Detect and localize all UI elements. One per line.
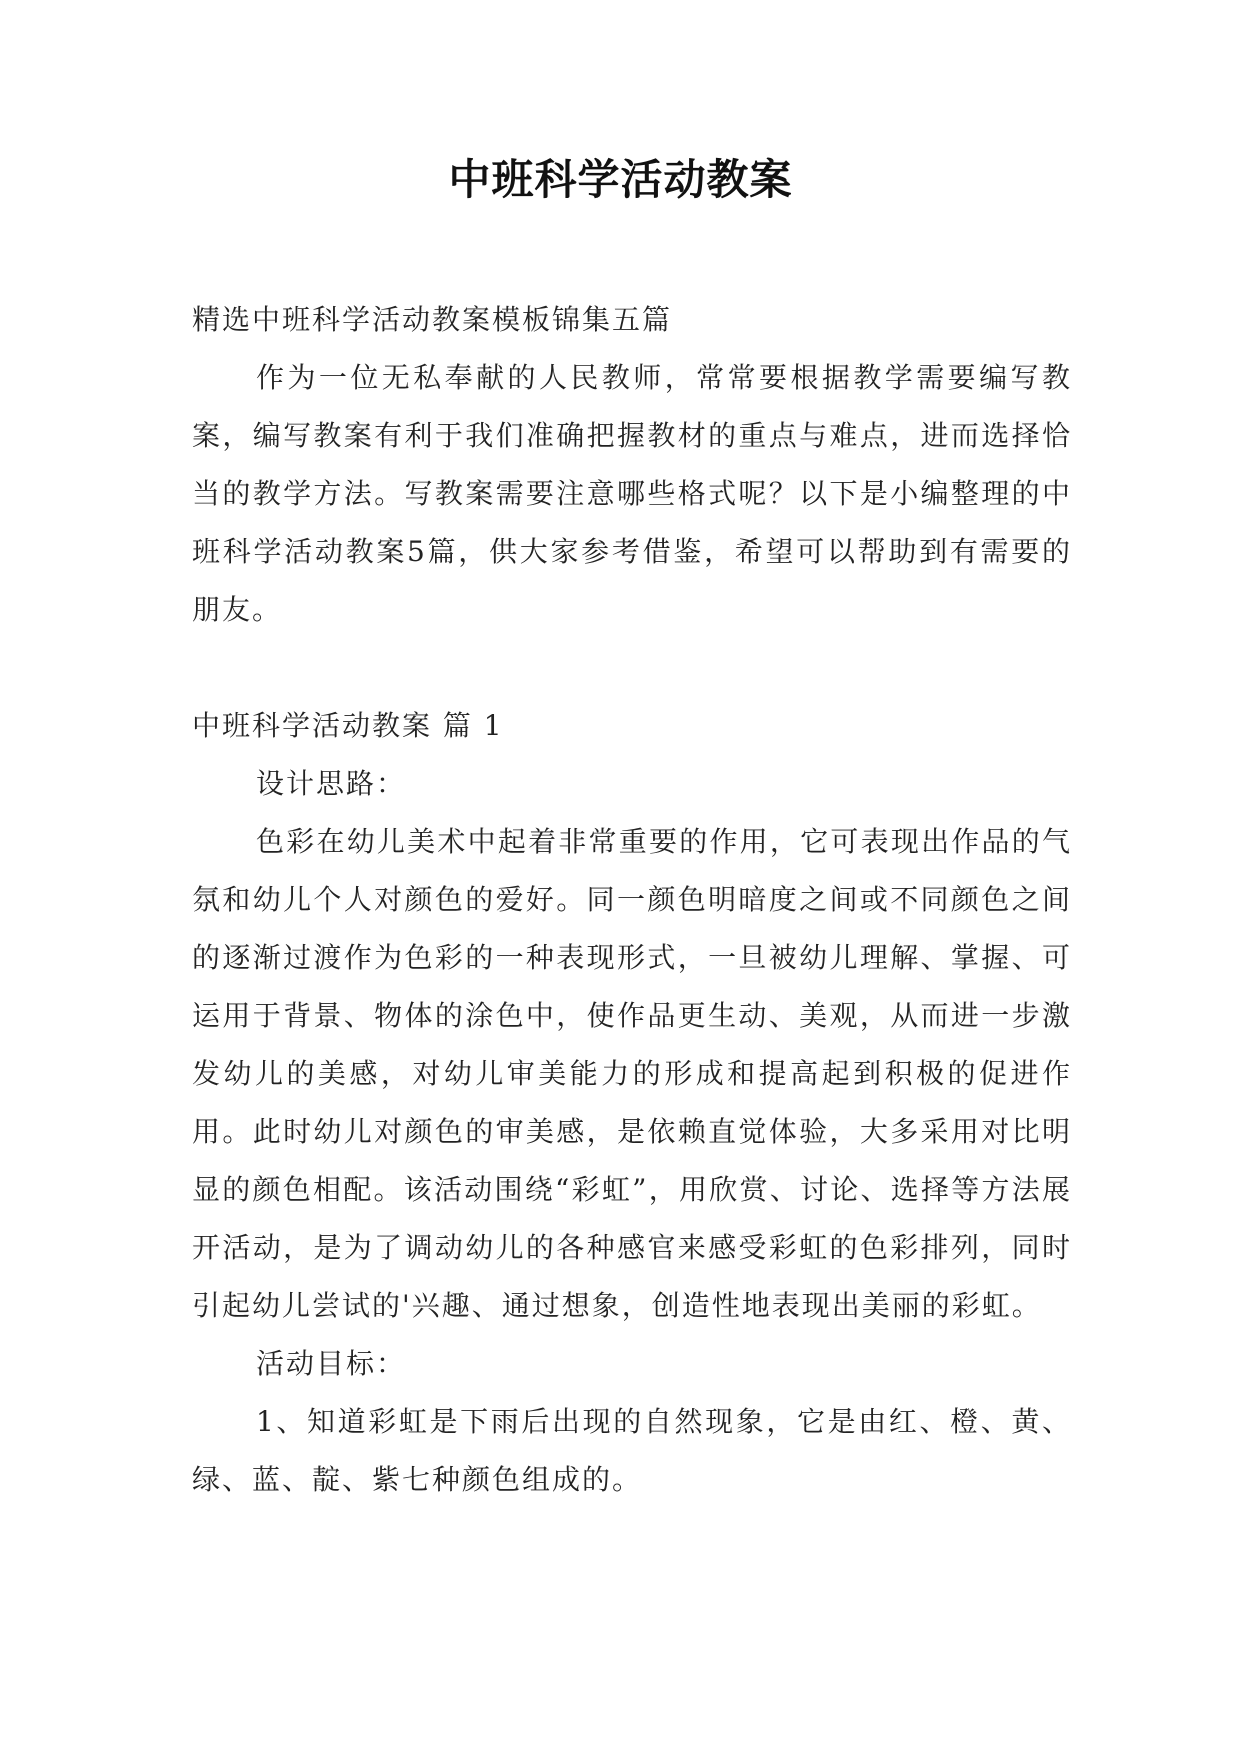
intro-paragraph: 作为一位无私奉献的人民教师，常常要根据教学需要编写教案，编写教案有利于我们准确把握教材的重点与难点，进而选择恰当的教学方法。写教案需要注意哪些格式呢？以下是小编整理的中班科学活动教案5篇，供大家参考借鉴，希望可以帮助到有需要的朋友。 — [192, 361, 1072, 626]
document-body — [192, 291, 1072, 1509]
document-subtitle: 精选中班科学活动教案模板锦集五篇 — [192, 303, 673, 336]
goal-item-1: 1、知道彩虹是下雨后出现的自然现象，它是由红、橙、黄、绿、蓝、靛、紫七种颜色组成的。 — [192, 1405, 1072, 1496]
design-label: 设计思路： — [256, 767, 407, 800]
document-title: 中班科学活动教案 — [448, 155, 793, 204]
design-paragraph: 色彩在幼儿美术中起着非常重要的作用，它可表现出作品的气氛和幼儿个人对颜色的爱好。同一颜色明暗度之间或不同颜色之间的逐渐过渡作为色彩的一种表现形式，一旦被幼儿理解、掌握、可运用于背景、物体的涂色中，使作品更生动、美观，从而进一步激发幼儿的美感，对幼儿审美能力的形成和提高起到积极的促进作用。此时幼儿对颜色的审美感，是依赖直觉体验，大多采用对比明显的颜色相配。该活动围绕“彩虹”，用欣赏、讨论、选择等方法展开活动，是为了调动幼儿的各种感官来感受彩虹的色彩排列，同时引起幼儿尝试的'兴趣、通过想象，创造性地表现出美丽的彩虹。 — [192, 825, 1072, 1322]
goal-label: 活动目标： — [256, 1347, 407, 1380]
section-heading: 中班科学活动教案 篇 1 — [192, 709, 504, 742]
